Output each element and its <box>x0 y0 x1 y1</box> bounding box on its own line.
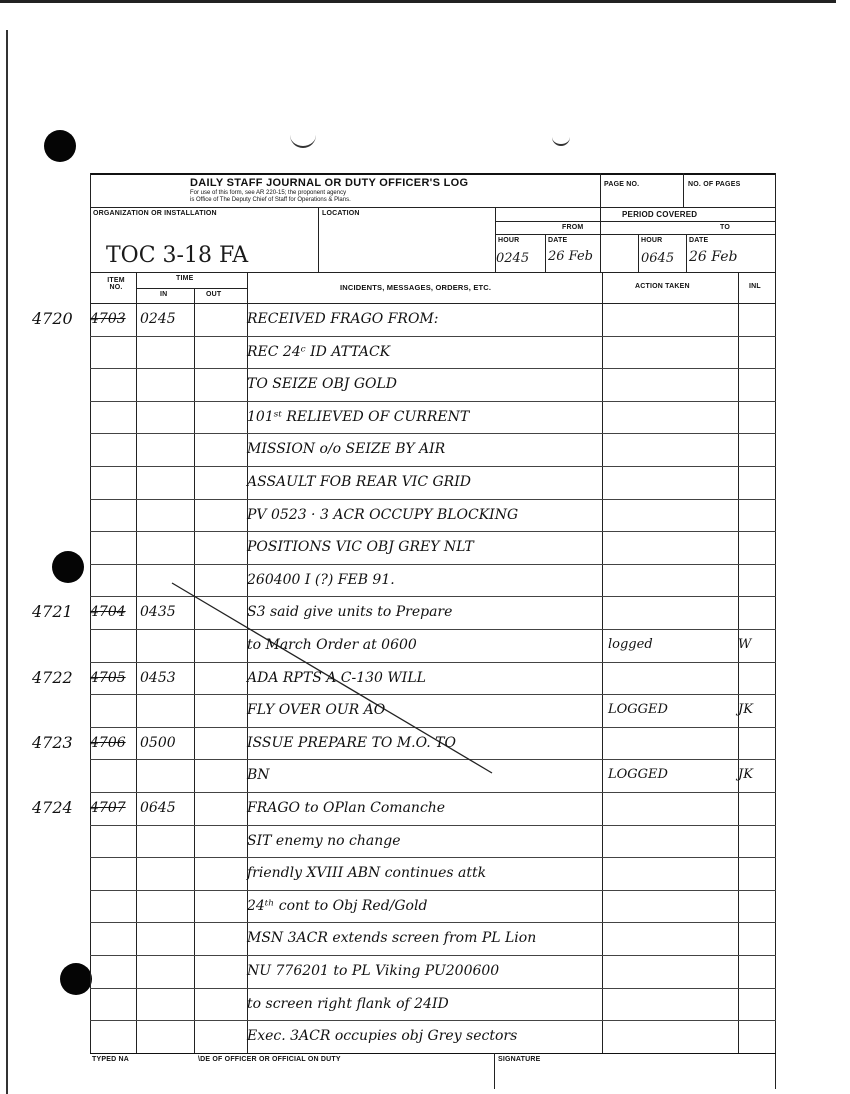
form-subtitle: For use of this form, see AR 220-15; the proponent agency <box>190 190 347 196</box>
entry-number: 4724 <box>32 798 73 817</box>
scan-mark <box>290 130 316 148</box>
time-label: TIME <box>176 275 194 282</box>
entry-text: 24ᵗʰ cont to Obj Red/Gold <box>247 897 428 914</box>
to-hour-value: 0645 <box>641 251 675 266</box>
entry-text: SIT enemy no change <box>247 832 401 849</box>
time-in-value: 0435 <box>140 604 176 621</box>
entry-number: 4721 <box>32 602 73 622</box>
signature-label: SIGNATURE <box>498 1056 541 1063</box>
incidents-label: INCIDENTS, MESSAGES, ORDERS, ETC. <box>340 283 492 292</box>
entry-text: NU 776201 to PL Viking PU200600 <box>247 963 500 979</box>
entry-text: FLY OVER OUR AO <box>247 702 386 719</box>
time-in-value: 0245 <box>140 311 176 327</box>
location-label: LOCATION <box>322 210 360 217</box>
entry-text: to March Order at 0600 <box>247 637 417 653</box>
entry-text: MISSION o/o SEIZE BY AIR <box>247 441 446 458</box>
item-number: 4707 <box>90 800 126 816</box>
to-date-label: DATE <box>689 237 709 244</box>
time-in-value: 0453 <box>140 669 176 686</box>
entry-text: MSN 3ACR extends screen from PL Lion <box>247 930 537 947</box>
item-no-label: ITEM NO. <box>107 277 125 291</box>
time-in-value: 0645 <box>140 800 176 816</box>
organization-value: TOC 3-18 FA <box>106 243 249 268</box>
entry-number: 4720 <box>32 309 73 328</box>
entry-text: ASSAULT FOB REAR VIC GRID <box>247 474 471 490</box>
entry-text: TO SEIZE OBJ GOLD <box>247 376 398 393</box>
page-left-edge <box>6 30 8 1094</box>
page-top-edge <box>0 0 836 3</box>
to-label: TO <box>720 224 730 231</box>
punch-hole <box>44 130 76 162</box>
scan-mark <box>552 134 570 146</box>
entry-number: 4722 <box>32 667 73 687</box>
to-hour-label: HOUR <box>641 237 663 244</box>
inl-label: INL <box>749 283 761 290</box>
to-date-value: 26 Feb <box>689 249 738 265</box>
from-label: FROM <box>562 224 584 231</box>
action-taken-value: logged <box>608 637 653 652</box>
entry-text: POSITIONS VIC OBJ GREY NLT <box>247 539 474 556</box>
from-hour-value: 0245 <box>496 251 530 266</box>
entry-text: 101ˢᵗ RELIEVED OF CURRENT <box>247 408 470 425</box>
entry-text: BN <box>247 767 270 784</box>
initials-value: JK <box>738 702 753 718</box>
from-hour-label: HOUR <box>498 237 520 244</box>
time-out-label: OUT <box>206 291 222 298</box>
form-title: DAILY STAFF JOURNAL OR DUTY OFFICER'S LOG <box>190 177 469 189</box>
item-number: 4703 <box>90 311 126 327</box>
action-taken-value: LOGGED <box>608 702 668 718</box>
entry-number: 4723 <box>32 732 73 752</box>
item-number: 4706 <box>90 734 126 751</box>
page-no-label: PAGE NO. <box>604 181 640 188</box>
punch-hole <box>60 963 92 995</box>
entry-text: 260400 I (?) FEB 91. <box>247 571 395 588</box>
action-taken-value: LOGGED <box>608 767 668 783</box>
no-of-pages-label: NO. OF PAGES <box>688 181 741 188</box>
from-date-value: 26 Feb <box>548 249 593 264</box>
typed-name-label: TYPED NA <box>92 1056 129 1063</box>
entry-text: ADA RPTS A C-130 WILL <box>247 669 426 686</box>
initials-value: JK <box>738 767 753 783</box>
entry-text: FRAGO to OPlan Comanche <box>247 800 446 816</box>
punch-hole <box>52 551 84 583</box>
initials-value: W <box>738 637 752 652</box>
period-covered-label: PERIOD COVERED <box>622 210 698 219</box>
item-number: 4704 <box>90 604 126 621</box>
entry-text: REC 24ᶜ ID ATTACK <box>247 343 391 360</box>
from-date-label: DATE <box>548 237 568 244</box>
entry-text: PV 0523 · 3 ACR OCCUPY BLOCKING <box>247 506 519 523</box>
time-in-label: IN <box>160 291 168 298</box>
time-in-value: 0500 <box>140 734 176 751</box>
entry-text: friendly XVIII ABN continues attk <box>247 865 487 882</box>
staff-journal-form <box>32 173 776 1089</box>
entry-text: S3 said give units to Prepare <box>247 604 453 621</box>
item-number: 4705 <box>90 669 126 686</box>
entry-text: ISSUE PREPARE TO M.O. TO <box>247 734 456 751</box>
action-taken-label: ACTION TAKEN <box>635 283 690 290</box>
entry-text: Exec. 3ACR occupies obj Grey sectors <box>247 1028 518 1045</box>
organization-label: ORGANIZATION OR INSTALLATION <box>93 210 217 217</box>
entry-text: RECEIVED FRAGO FROM: <box>247 311 439 327</box>
form-subtitle: is Office of The Deputy Chief of Staff for Operations & Plans. <box>190 197 351 203</box>
entry-text: to screen right flank of 24ID <box>247 995 449 1012</box>
officer-label: \DE OF OFFICER OR OFFICIAL ON DUTY <box>198 1056 341 1063</box>
